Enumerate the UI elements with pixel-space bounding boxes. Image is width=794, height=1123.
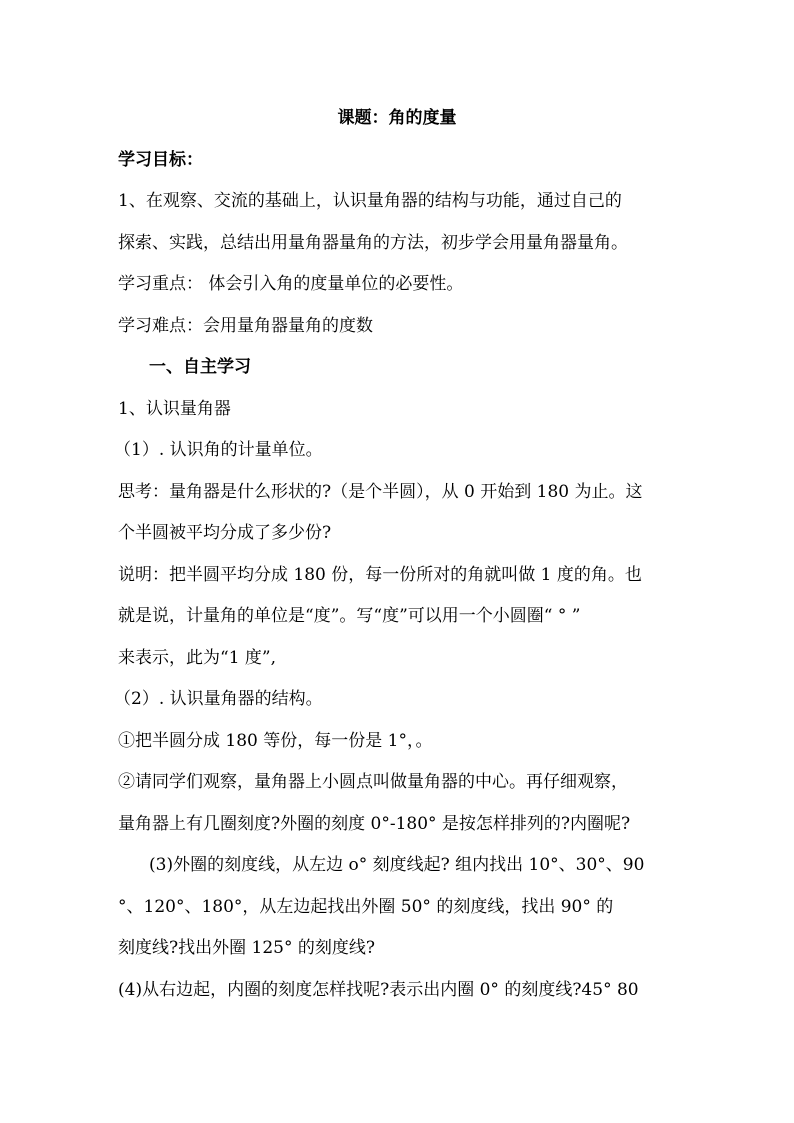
subsection-heading: 1、认识量角器 [118,399,231,419]
subsection-heading: （2）. 认识量角器的结构。 [114,689,323,709]
section-heading-self-study: 一、自主学习 [149,357,251,377]
paragraph-line: 思考：量角器是什么形状的?（是个半圆），从 0 开始到 180 为止。这 [118,482,643,502]
paragraph-line: ①把半圆分成 180 等份，每一份是 1°，。 [118,731,433,751]
paragraph-line: 来表示，此为“1 度”, [118,648,277,668]
paragraph-line: 说明：把半圆平均分成 180 份，每一份所对的角就叫做 1 度的角。也 [118,565,642,585]
paragraph-line: 个半圆被平均分成了多少份? [118,523,332,543]
paragraph-line: °、120°、180°，从左边起找出外圈 50° 的刻度线，找出 90° 的 [118,897,614,917]
paragraph-line: 刻度线?找出外圈 125° 的刻度线? [118,938,375,958]
paragraph-line: 就是说，计量角的单位是“度”。写“度”可以用一个小圆圈“ ° ” [118,606,581,626]
paragraph-line: (3)外圈的刻度线，从左边 o° 刻度线起? 组内找出 10°、30°、90 [149,855,645,875]
paragraph-line: 量角器上有几圈刻度?外圈的刻度 0°-180° 是按怎样排列的?内圈呢? [118,814,631,834]
difficulty-line: 学习难点：会用量角器量角的度数 [118,316,373,336]
paragraph-line: 1、在观察、交流的基础上，认识量角器的结构与功能，通过自己的 [118,191,622,211]
page-title: 课题：角的度量 [337,108,457,128]
key-point-line: 学习重点： 体会引入角的度量单位的必要性。 [118,274,464,294]
paragraph-line: ②请同学们观察，量角器上小圆点叫做量角器的中心。再仔细观察， [118,772,628,792]
paragraph-line: (4)从右边起，内圈的刻度怎样找呢?表示出内圈 0° 的刻度线?45° 80 [118,980,639,1000]
subsection-heading: （1）. 认识角的计量单位。 [114,440,323,460]
paragraph-line: 探索、实践，总结出用量角器量角的方法，初步学会用量角器量角。 [118,233,628,253]
section-heading-learning-goals: 学习目标： [118,150,203,170]
